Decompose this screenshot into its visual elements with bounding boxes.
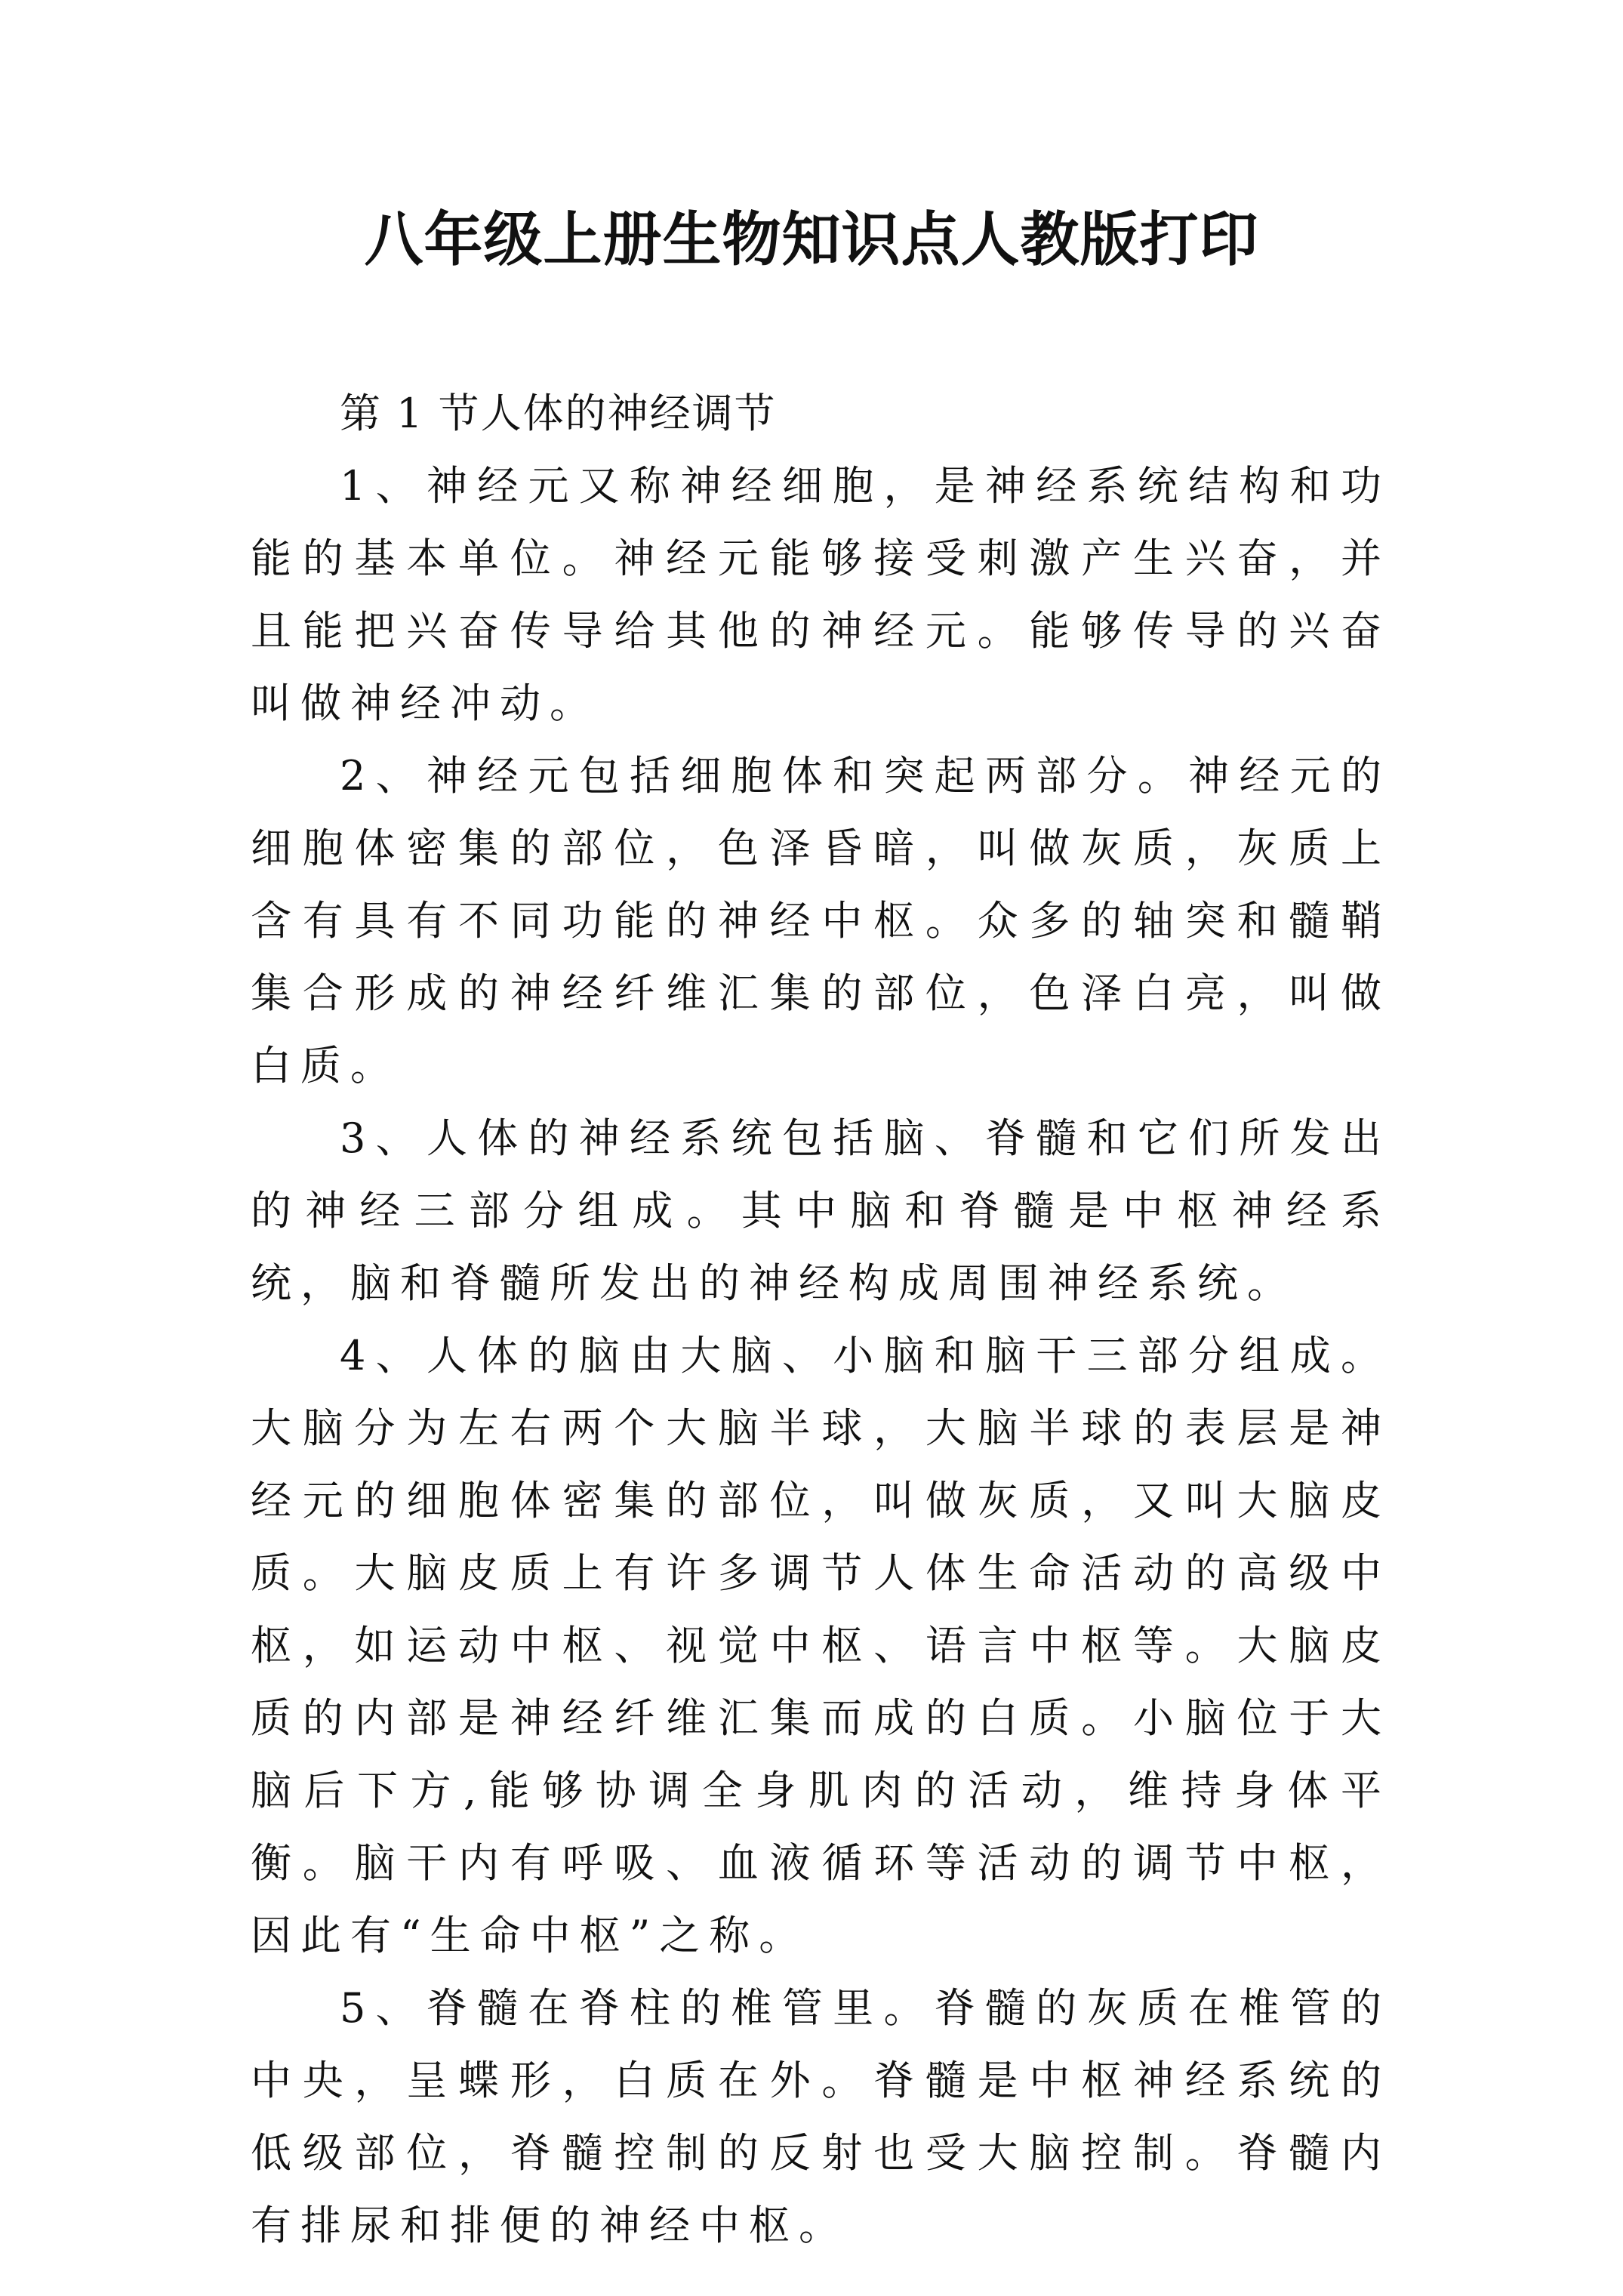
document-title: 八年级上册生物知识点人教版打印: [364, 206, 1259, 274]
paragraph-1: 1、神经元又称神经细胞，是神经系统结构和功能的基本单位。神经元能够接受刺激产生兴奋，并且能把兴奋传导给其他的神经元。能够传导的兴奋叫做神经冲动。: [251, 462, 1390, 727]
paragraph-3: 3、人体的神经系统包括脑、脊髓和它们所发出的神经三部分组成。其中脑和脊髓是中枢神经系统，脑和脊髓所发出的神经构成周围神经系统。: [251, 1114, 1390, 1307]
section-heading: 第 1 节人体的神经调节: [340, 390, 777, 437]
document-body: [251, 378, 1390, 2262]
paragraph-2: 2、神经元包括细胞体和突起两部分。神经元的细胞体密集的部位，色泽昏暗，叫做灰质，灰质上含有具有不同功能的神经中枢。众多的轴突和髓鞘集合形成的神经纤维汇集的部位，色泽白亮，叫做白质。: [251, 752, 1390, 1089]
paragraph-5: 5、脊髓在脊柱的椎管里。脊髓的灰质在椎管的中央，呈蝶形，白质在外。脊髓是中枢神经系统的低级部位，脊髓控制的反射也受大脑控制。脊髓内有排尿和排便的神经中枢。: [251, 1984, 1390, 2249]
paragraph-4: 4、人体的脑由大脑、小脑和脑干三部分组成。大脑分为左右两个大脑半球，大脑半球的表层是神经元的细胞体密集的部位，叫做灰质，又叫大脑皮质。大脑皮质上有许多调节人体生命活动的高级中枢，如运动中枢、视觉中枢、语言中枢等。大脑皮质的内部是神经纤维汇集而成的白质。小脑位于大脑后下方,能够协调全身肌肉的活动，维持身体平衡。脑干内有呼吸、血液循环等活动的调节中枢，因此有“生命中枢”之称。: [251, 1332, 1390, 1959]
